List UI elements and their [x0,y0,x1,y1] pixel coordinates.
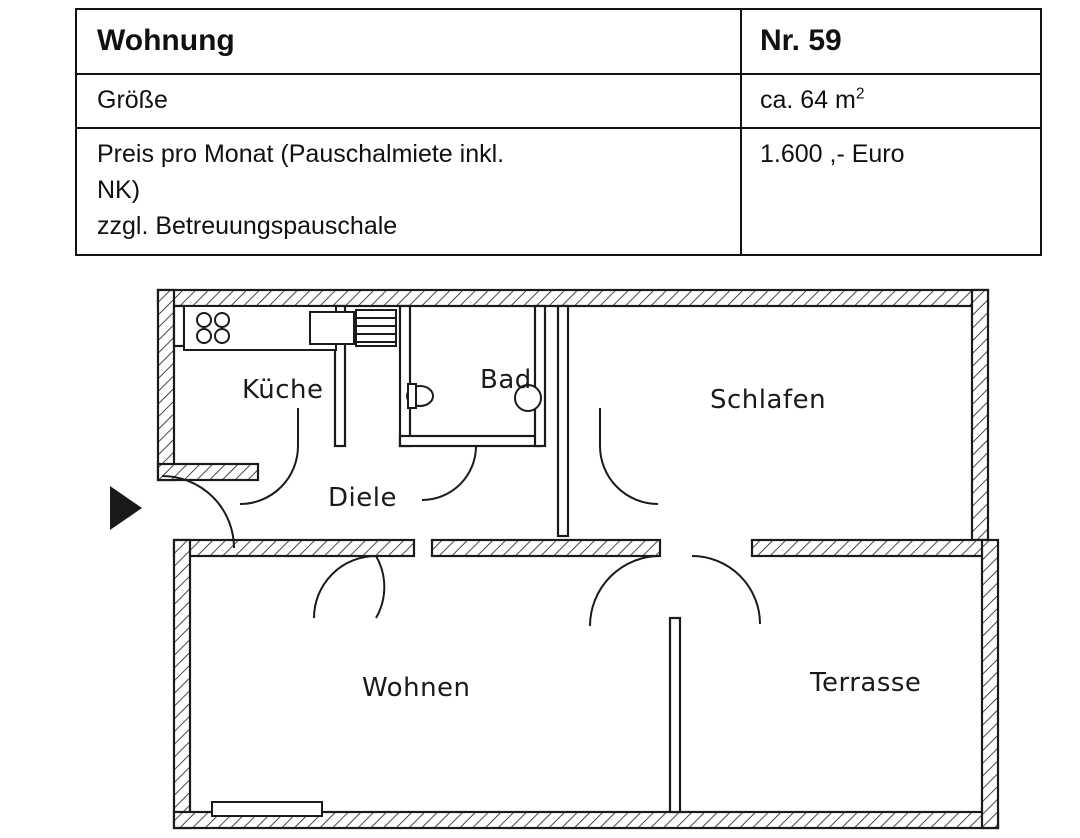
kitchen-fixtures [184,306,396,350]
apartment-label: Wohnung [76,9,741,74]
size-value [741,74,1041,128]
price-label-line-1: Preis pro Monat (Pauschalmiete inkl. [97,139,505,168]
room-label-schlafen: Schlafen [710,385,827,415]
entrance-arrow-icon [110,486,142,530]
apartment-details-table [75,8,1042,256]
table-row-size [76,74,1041,128]
room-label-wohnen: Wohnen [362,673,471,703]
size-value-text: ca. 64 m [760,85,856,114]
price-label-line-2: NK) [97,176,141,204]
room-label-terrasse: Terrasse [810,668,922,698]
room-label-kueche: Küche [242,375,324,405]
table-row-apartment [76,9,1041,74]
size-label: Größe [76,74,741,128]
walls-group [158,290,998,828]
price-value: 1.600 ,- Euro [741,128,1041,255]
room-label-bad: Bad [480,365,532,395]
size-unit-exponent: 2 [855,85,865,103]
price-label [76,128,741,255]
table-row-price [76,128,1041,255]
apartment-number: Nr. 59 [741,9,1041,74]
room-label-diele: Diele [328,483,397,513]
window-symbol [212,802,322,816]
price-label-line-3: zzgl. Betreuungspauschale [97,212,398,241]
floorplan-drawing [80,278,1040,838]
